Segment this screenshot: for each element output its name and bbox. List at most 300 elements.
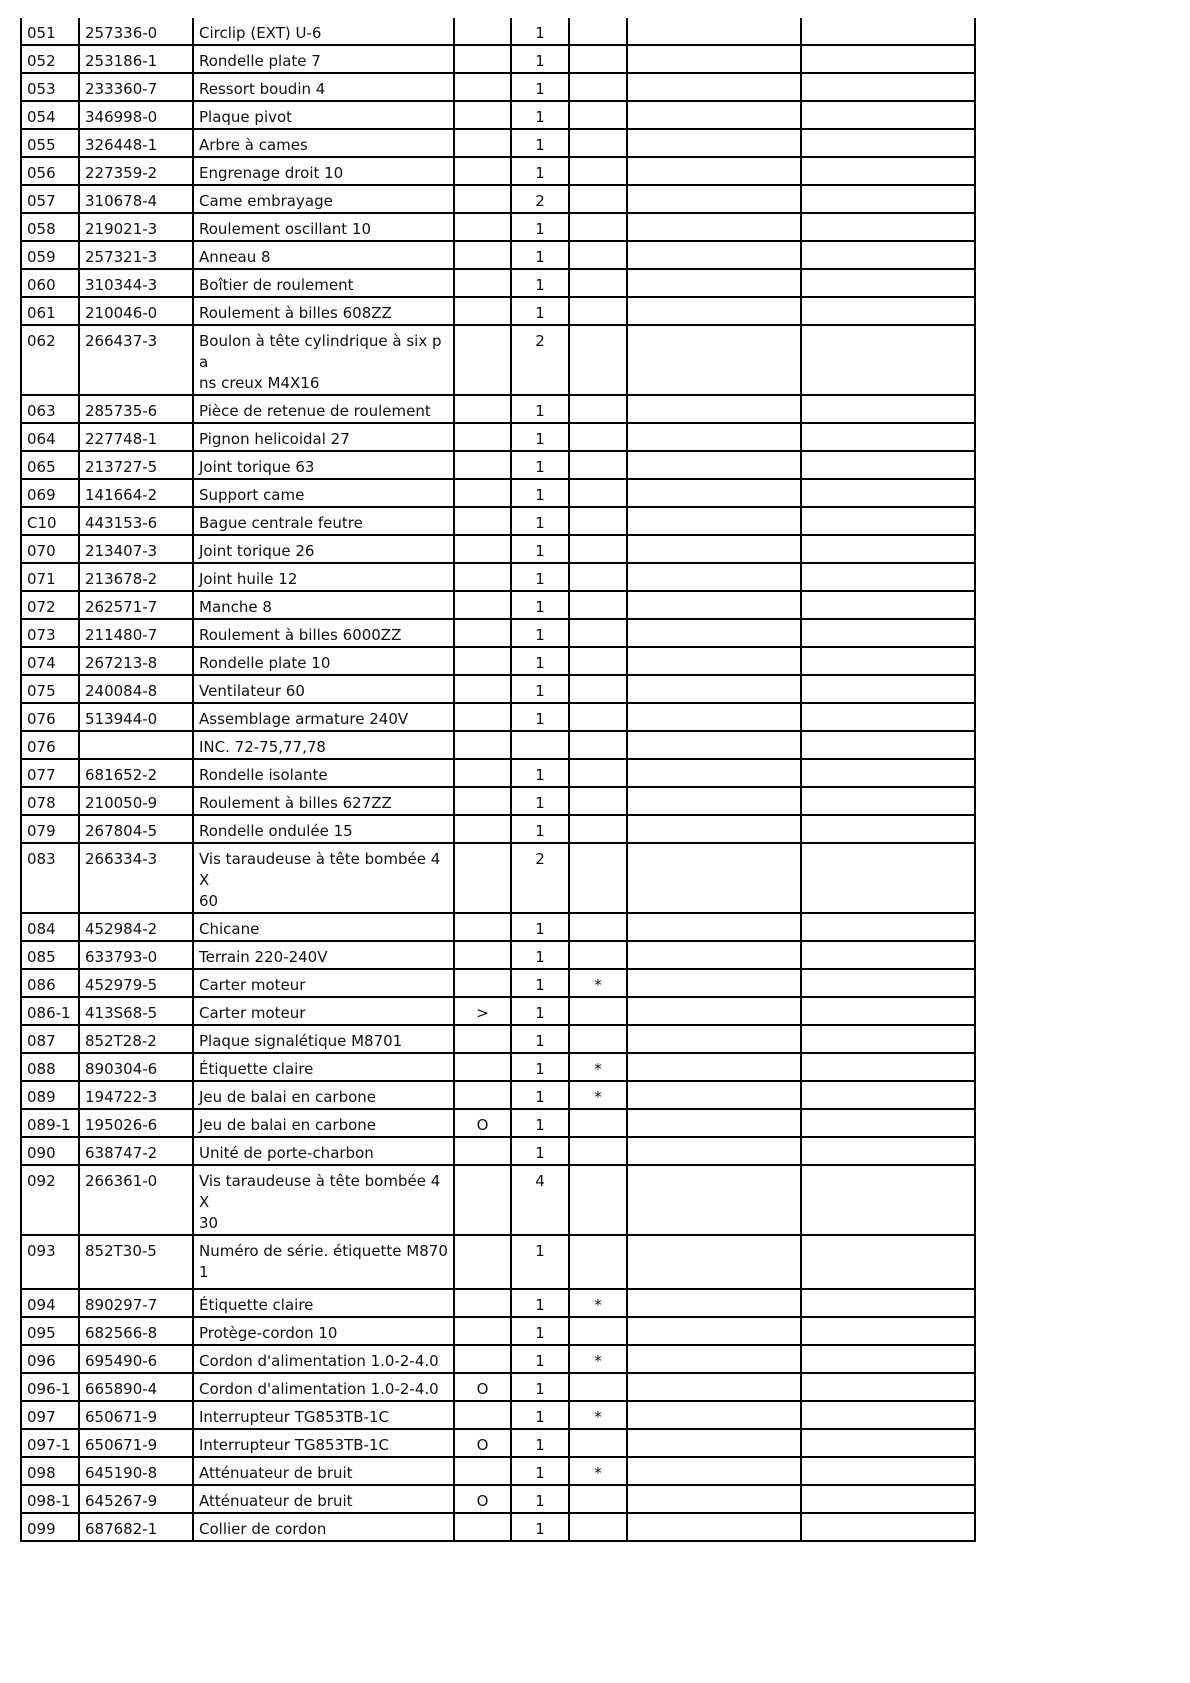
flag-cell: [454, 703, 511, 731]
table-row: [21, 563, 975, 591]
quantity-cell: 1: [511, 787, 569, 815]
ref-number-cell: 062: [21, 325, 79, 395]
quantity-cell: 1: [511, 997, 569, 1025]
note-cell-2: [801, 395, 975, 423]
ref-number-cell: 071: [21, 563, 79, 591]
note-cell-2: [801, 535, 975, 563]
flag-cell: [454, 619, 511, 647]
description-cell: Atténuateur de bruit: [193, 1485, 454, 1513]
part-number-cell: 195026-6: [79, 1109, 193, 1137]
part-number-cell: 141664-2: [79, 479, 193, 507]
table-row: [21, 843, 975, 913]
description-cell: Assemblage armature 240V: [193, 703, 454, 731]
ref-number-cell: 083: [21, 843, 79, 913]
flag-cell: [454, 759, 511, 787]
note-cell-2: [801, 157, 975, 185]
mark-cell: [569, 759, 627, 787]
flag-cell: [454, 969, 511, 997]
flag-cell: [454, 1025, 511, 1053]
note-cell-2: [801, 297, 975, 325]
part-number-cell: 452979-5: [79, 969, 193, 997]
description-cell: Carter moteur: [193, 997, 454, 1025]
mark-cell: [569, 787, 627, 815]
quantity-cell: 1: [511, 1457, 569, 1485]
table-row: [21, 395, 975, 423]
part-number-cell: 227359-2: [79, 157, 193, 185]
description-cell: Rondelle plate 7: [193, 45, 454, 73]
quantity-cell: 1: [511, 1109, 569, 1137]
note-cell-1: [627, 591, 801, 619]
mark-cell: [569, 535, 627, 563]
flag-cell: [454, 1457, 511, 1485]
flag-cell: [454, 535, 511, 563]
description-cell: Cordon d'alimentation 1.0-2-4.0: [193, 1373, 454, 1401]
table-row: [21, 703, 975, 731]
description-cell: Roulement à billes 6000ZZ: [193, 619, 454, 647]
ref-number-cell: 072: [21, 591, 79, 619]
note-cell-1: [627, 647, 801, 675]
flag-cell: [454, 563, 511, 591]
flag-cell: [454, 1317, 511, 1345]
ref-number-cell: 063: [21, 395, 79, 423]
mark-cell: *: [569, 1345, 627, 1373]
part-number-cell: 852T30-5: [79, 1235, 193, 1289]
description-cell: Joint huile 12: [193, 563, 454, 591]
description-cell: Manche 8: [193, 591, 454, 619]
table-row: [21, 45, 975, 73]
note-cell-1: [627, 269, 801, 297]
description-cell: Came embrayage: [193, 185, 454, 213]
table-row: [21, 1513, 975, 1541]
note-cell-1: [627, 787, 801, 815]
flag-cell: [454, 325, 511, 395]
part-number-cell: 665890-4: [79, 1373, 193, 1401]
note-cell-2: [801, 1235, 975, 1289]
table-row: [21, 101, 975, 129]
quantity-cell: [511, 731, 569, 759]
note-cell-1: [627, 18, 801, 45]
mark-cell: [569, 843, 627, 913]
description-cell: Rondelle plate 10: [193, 647, 454, 675]
note-cell-2: [801, 325, 975, 395]
note-cell-1: [627, 241, 801, 269]
ref-number-cell: 073: [21, 619, 79, 647]
ref-number-cell: 069: [21, 479, 79, 507]
table-row: [21, 535, 975, 563]
quantity-cell: 1: [511, 1317, 569, 1345]
note-cell-1: [627, 157, 801, 185]
note-cell-1: [627, 395, 801, 423]
mark-cell: [569, 1025, 627, 1053]
quantity-cell: 1: [511, 647, 569, 675]
note-cell-1: [627, 535, 801, 563]
mark-cell: [569, 591, 627, 619]
ref-number-cell: 059: [21, 241, 79, 269]
description-cell: Cordon d'alimentation 1.0-2-4.0: [193, 1345, 454, 1373]
ref-number-cell: 092: [21, 1165, 79, 1235]
note-cell-1: [627, 759, 801, 787]
flag-cell: [454, 787, 511, 815]
description-cell: Protège-cordon 10: [193, 1317, 454, 1345]
mark-cell: [569, 241, 627, 269]
table-row: [21, 731, 975, 759]
note-cell-2: [801, 129, 975, 157]
part-number-cell: 219021-3: [79, 213, 193, 241]
flag-cell: [454, 213, 511, 241]
note-cell-1: [627, 451, 801, 479]
flag-cell: [454, 507, 511, 535]
flag-cell: [454, 591, 511, 619]
part-number-cell: 257321-3: [79, 241, 193, 269]
note-cell-1: [627, 185, 801, 213]
note-cell-1: [627, 507, 801, 535]
mark-cell: [569, 129, 627, 157]
table-row: [21, 647, 975, 675]
ref-number-cell: 057: [21, 185, 79, 213]
note-cell-2: [801, 1317, 975, 1345]
part-number-cell: 650671-9: [79, 1429, 193, 1457]
table-row: [21, 1345, 975, 1373]
note-cell-2: [801, 1081, 975, 1109]
quantity-cell: 1: [511, 759, 569, 787]
flag-cell: [454, 1345, 511, 1373]
description-cell: Interrupteur TG853TB-1C: [193, 1401, 454, 1429]
description-cell: Carter moteur: [193, 969, 454, 997]
part-number-cell: 633793-0: [79, 941, 193, 969]
part-number-cell: 682566-8: [79, 1317, 193, 1345]
quantity-cell: 1: [511, 941, 569, 969]
mark-cell: [569, 45, 627, 73]
table-row: [21, 1485, 975, 1513]
part-number-cell: 213407-3: [79, 535, 193, 563]
flag-cell: [454, 269, 511, 297]
ref-number-cell: 085: [21, 941, 79, 969]
quantity-cell: 1: [511, 1235, 569, 1289]
ref-number-cell: 070: [21, 535, 79, 563]
mark-cell: [569, 941, 627, 969]
mark-cell: [569, 619, 627, 647]
quantity-cell: 1: [511, 969, 569, 997]
note-cell-2: [801, 1429, 975, 1457]
quantity-cell: 1: [511, 535, 569, 563]
flag-cell: [454, 18, 511, 45]
part-number-cell: 262571-7: [79, 591, 193, 619]
ref-number-cell: 064: [21, 423, 79, 451]
note-cell-2: [801, 843, 975, 913]
table-row: [21, 1109, 975, 1137]
part-number-cell: 266437-3: [79, 325, 193, 395]
ref-number-cell: 097-1: [21, 1429, 79, 1457]
part-number-cell: 211480-7: [79, 619, 193, 647]
part-number-cell: 210050-9: [79, 787, 193, 815]
note-cell-2: [801, 1485, 975, 1513]
mark-cell: [569, 185, 627, 213]
flag-cell: [454, 731, 511, 759]
part-number-cell: 233360-7: [79, 73, 193, 101]
part-number-cell: 890297-7: [79, 1289, 193, 1317]
flag-cell: [454, 815, 511, 843]
mark-cell: [569, 1137, 627, 1165]
table-row: [21, 619, 975, 647]
table-row: [21, 941, 975, 969]
note-cell-1: [627, 1165, 801, 1235]
mark-cell: [569, 731, 627, 759]
table-row: [21, 297, 975, 325]
description-cell: Numéro de série. étiquette M870 1: [193, 1235, 454, 1289]
note-cell-2: [801, 213, 975, 241]
note-cell-1: [627, 1109, 801, 1137]
part-number-cell: 645267-9: [79, 1485, 193, 1513]
note-cell-2: [801, 18, 975, 45]
part-number-cell: 687682-1: [79, 1513, 193, 1541]
quantity-cell: 1: [511, 913, 569, 941]
flag-cell: O: [454, 1429, 511, 1457]
description-cell: Vis taraudeuse à tête bombée 4X 60: [193, 843, 454, 913]
note-cell-2: [801, 1137, 975, 1165]
mark-cell: [569, 451, 627, 479]
flag-cell: [454, 73, 511, 101]
mark-cell: *: [569, 1053, 627, 1081]
note-cell-1: [627, 129, 801, 157]
description-cell: Joint torique 63: [193, 451, 454, 479]
ref-number-cell: 094: [21, 1289, 79, 1317]
description-cell: Circlip (EXT) U-6: [193, 18, 454, 45]
quantity-cell: 1: [511, 395, 569, 423]
ref-number-cell: 076: [21, 703, 79, 731]
part-number-cell: [79, 731, 193, 759]
note-cell-2: [801, 815, 975, 843]
quantity-cell: 1: [511, 1429, 569, 1457]
table-row: [21, 129, 975, 157]
table-row: [21, 759, 975, 787]
quantity-cell: 1: [511, 157, 569, 185]
table-row: [21, 451, 975, 479]
note-cell-1: [627, 563, 801, 591]
note-cell-2: [801, 479, 975, 507]
mark-cell: [569, 395, 627, 423]
description-cell: Pièce de retenue de roulement: [193, 395, 454, 423]
table-row: [21, 269, 975, 297]
flag-cell: O: [454, 1485, 511, 1513]
flag-cell: [454, 1137, 511, 1165]
quantity-cell: 1: [511, 297, 569, 325]
note-cell-2: [801, 1513, 975, 1541]
flag-cell: [454, 157, 511, 185]
note-cell-2: [801, 759, 975, 787]
flag-cell: [454, 479, 511, 507]
flag-cell: [454, 1513, 511, 1541]
part-number-cell: 452984-2: [79, 913, 193, 941]
note-cell-2: [801, 591, 975, 619]
description-cell: Roulement oscillant 10: [193, 213, 454, 241]
mark-cell: [569, 1373, 627, 1401]
mark-cell: *: [569, 1081, 627, 1109]
quantity-cell: 1: [511, 479, 569, 507]
note-cell-1: [627, 1457, 801, 1485]
note-cell-1: [627, 213, 801, 241]
ref-number-cell: 087: [21, 1025, 79, 1053]
table-row: [21, 479, 975, 507]
mark-cell: *: [569, 1457, 627, 1485]
table-row: [21, 1401, 975, 1429]
table-row: [21, 325, 975, 395]
description-cell: Plaque signalétique M8701: [193, 1025, 454, 1053]
flag-cell: >: [454, 997, 511, 1025]
flag-cell: [454, 647, 511, 675]
ref-number-cell: 086: [21, 969, 79, 997]
flag-cell: [454, 395, 511, 423]
note-cell-1: [627, 843, 801, 913]
note-cell-1: [627, 1081, 801, 1109]
note-cell-2: [801, 1165, 975, 1235]
mark-cell: [569, 913, 627, 941]
quantity-cell: 1: [511, 1025, 569, 1053]
mark-cell: [569, 507, 627, 535]
table-row: [21, 591, 975, 619]
note-cell-1: [627, 997, 801, 1025]
quantity-cell: 1: [511, 423, 569, 451]
ref-number-cell: 051: [21, 18, 79, 45]
flag-cell: [454, 45, 511, 73]
note-cell-1: [627, 297, 801, 325]
ref-number-cell: C10: [21, 507, 79, 535]
table-row: [21, 1053, 975, 1081]
flag-cell: [454, 1165, 511, 1235]
part-number-cell: 210046-0: [79, 297, 193, 325]
note-cell-2: [801, 1345, 975, 1373]
note-cell-1: [627, 675, 801, 703]
parts-table: [20, 18, 976, 1542]
mark-cell: [569, 157, 627, 185]
part-number-cell: 213678-2: [79, 563, 193, 591]
mark-cell: *: [569, 1289, 627, 1317]
mark-cell: [569, 297, 627, 325]
note-cell-2: [801, 969, 975, 997]
description-cell: Terrain 220-240V: [193, 941, 454, 969]
table-row: [21, 675, 975, 703]
note-cell-1: [627, 1053, 801, 1081]
flag-cell: [454, 423, 511, 451]
description-cell: Jeu de balai en carbone: [193, 1081, 454, 1109]
description-cell: Rondelle ondulée 15: [193, 815, 454, 843]
ref-number-cell: 088: [21, 1053, 79, 1081]
part-number-cell: 413S68-5: [79, 997, 193, 1025]
part-number-cell: 326448-1: [79, 129, 193, 157]
table-row: [21, 969, 975, 997]
note-cell-2: [801, 507, 975, 535]
mark-cell: [569, 1513, 627, 1541]
description-cell: Rondelle isolante: [193, 759, 454, 787]
note-cell-2: [801, 185, 975, 213]
ref-number-cell: 097: [21, 1401, 79, 1429]
quantity-cell: 1: [511, 1345, 569, 1373]
note-cell-1: [627, 423, 801, 451]
quantity-cell: 1: [511, 1401, 569, 1429]
parts-table-body: [21, 18, 975, 1541]
description-cell: Collier de cordon: [193, 1513, 454, 1541]
mark-cell: [569, 647, 627, 675]
part-number-cell: 443153-6: [79, 507, 193, 535]
ref-number-cell: 060: [21, 269, 79, 297]
description-cell: Unité de porte-charbon: [193, 1137, 454, 1165]
quantity-cell: 1: [511, 1137, 569, 1165]
note-cell-2: [801, 1053, 975, 1081]
mark-cell: [569, 703, 627, 731]
note-cell-1: [627, 1401, 801, 1429]
part-number-cell: 253186-1: [79, 45, 193, 73]
table-row: [21, 1457, 975, 1485]
note-cell-2: [801, 941, 975, 969]
table-row: [21, 507, 975, 535]
mark-cell: *: [569, 969, 627, 997]
note-cell-2: [801, 241, 975, 269]
description-cell: Anneau 8: [193, 241, 454, 269]
mark-cell: [569, 101, 627, 129]
part-number-cell: 257336-0: [79, 18, 193, 45]
note-cell-2: [801, 73, 975, 101]
quantity-cell: 1: [511, 18, 569, 45]
mark-cell: [569, 269, 627, 297]
quantity-cell: 1: [511, 1053, 569, 1081]
part-number-cell: 645190-8: [79, 1457, 193, 1485]
description-cell: Engrenage droit 10: [193, 157, 454, 185]
quantity-cell: 1: [511, 675, 569, 703]
ref-number-cell: 079: [21, 815, 79, 843]
flag-cell: [454, 129, 511, 157]
table-row: [21, 241, 975, 269]
mark-cell: [569, 1165, 627, 1235]
ref-number-cell: 053: [21, 73, 79, 101]
flag-cell: [454, 941, 511, 969]
note-cell-1: [627, 1513, 801, 1541]
note-cell-2: [801, 647, 975, 675]
mark-cell: [569, 997, 627, 1025]
part-number-cell: 240084-8: [79, 675, 193, 703]
description-cell: Étiquette claire: [193, 1053, 454, 1081]
description-cell: Boîtier de roulement: [193, 269, 454, 297]
note-cell-2: [801, 1401, 975, 1429]
quantity-cell: 1: [511, 241, 569, 269]
note-cell-1: [627, 1429, 801, 1457]
part-number-cell: 310344-3: [79, 269, 193, 297]
note-cell-1: [627, 479, 801, 507]
description-cell: Vis taraudeuse à tête bombée 4X 30: [193, 1165, 454, 1235]
flag-cell: [454, 1053, 511, 1081]
table-row: [21, 73, 975, 101]
quantity-cell: 1: [511, 619, 569, 647]
note-cell-2: [801, 269, 975, 297]
mark-cell: [569, 423, 627, 451]
note-cell-2: [801, 101, 975, 129]
description-cell: Interrupteur TG853TB-1C: [193, 1429, 454, 1457]
ref-number-cell: 089: [21, 1081, 79, 1109]
ref-number-cell: 084: [21, 913, 79, 941]
mark-cell: [569, 815, 627, 843]
table-row: [21, 185, 975, 213]
ref-number-cell: 086-1: [21, 997, 79, 1025]
table-row: [21, 1081, 975, 1109]
note-cell-2: [801, 1289, 975, 1317]
note-cell-2: [801, 1025, 975, 1053]
quantity-cell: 2: [511, 185, 569, 213]
note-cell-2: [801, 619, 975, 647]
quantity-cell: 1: [511, 129, 569, 157]
description-cell: Joint torique 26: [193, 535, 454, 563]
description-cell: Ventilateur 60: [193, 675, 454, 703]
quantity-cell: 1: [511, 1485, 569, 1513]
ref-number-cell: 076: [21, 731, 79, 759]
quantity-cell: 2: [511, 325, 569, 395]
